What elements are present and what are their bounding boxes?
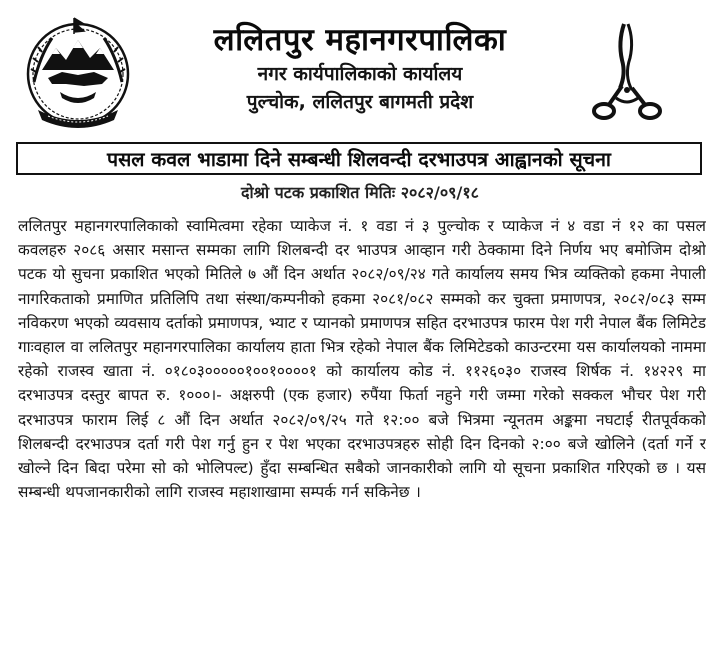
notice-body: ललितपुर महानगरपालिकाको स्वामित्वमा रहेका प्याकेज नं. १ वडा नं ३ पुल्चोक र प्याकेज नं ४ वडा नं १२ का पसल कवलहरु २०८६ असार मसान्त सम्मका लागि शिलबन्दी दर भाउपत्र आव्हान गरी ठेक्कामा दिने निर्णय भए बमोजिम दोश्रो पटक यो सुचना प्रकाशित भएको मितिले ७ औं दिन अर्थात २०८२/०९/२४ गते कार्यालय समय भित्र व्यक्तिको हकमा नेपाली नागरिकताको प्रमाणित प्रतिलिपि तथा संस्था/कम्पनीको हकमा २०८१/०८२ सम्मको कर चुक्ता प्रमाणपत्र, २०८२/०८३ सम्म नविकरण भएको व्यवसाय दर्ताको प्रमाणपत्र, भ्याट र प्यानको प्रमाणपत्र सहित दरभाउपत्र फारम पेश गरी नेपाल बैंक लिमिटेड गाःवहाल वा ललितपुर महानगरपालिका कार्यालय हाता भित्र रहेको नेपाल बैंक लिमिटेडको काउन्टरमा यस कार्यालयको नाममा रहेको राजस्व खाता नं. ०१८०३०००००१००१००००१ को कार्यालय कोड नं. ११२६०३० राजस्व शिर्षक नं. १४२२९ मा दरभाउपत्र दस्तुर बापत रु. १०००।- अक्षरुपी (एक हजार) रुपैंया फिर्ता नहुने गरी जम्मा गरेको सक्कल भौचर पेश गरी दरभाउपत्र फाराम लिई ८ औं दिन अर्थात २०८२/०९/२५ गते १२:०० बजे भित्रमा न्यूनतम अङ्कमा नघटाई रीतपूर्वकको शिलबन्दी दरभाउपत्र दर्ता गरी पेश गर्नु हुन र पेश भएका दरभाउपत्रहरु सोही दिन दिनको २:०० बजे खोलिने (दर्ता गर्ने र खोल्ने दिन बिदा परेमा सो को भोलिपल्ट) हुँदा सम्बन्धित सबैको जानकारीको लागि यो सूचना प्रकाशित गरिएको छ । यस सम्बन्धी थपजानकारीको लागि राजस्व महाशाखामा सम्पर्क गर्न सकिनेछ ।	[18, 217, 706, 502]
government-emblem-icon	[22, 12, 134, 130]
letterhead	[0, 0, 720, 140]
office-subtitle: नगर कार्यपालिकाको कार्यालय	[257, 63, 463, 85]
office-heading	[140, 20, 580, 116]
publication-date: दोश्रो पटक प्रकाशित मितिः २०८२/०९/१८	[241, 183, 479, 202]
office-address: पुल्चोक, ललितपुर बागमती प्रदेश	[246, 91, 474, 113]
scissors-ribbon-icon	[588, 22, 668, 122]
municipality-title: ललितपुर महानगरपालिका	[213, 22, 507, 58]
notice-title: पसल कवल भाडामा दिने सम्बन्धी शिलवन्दी दरभाउपत्र आह्वानको सूचना	[16, 142, 702, 175]
